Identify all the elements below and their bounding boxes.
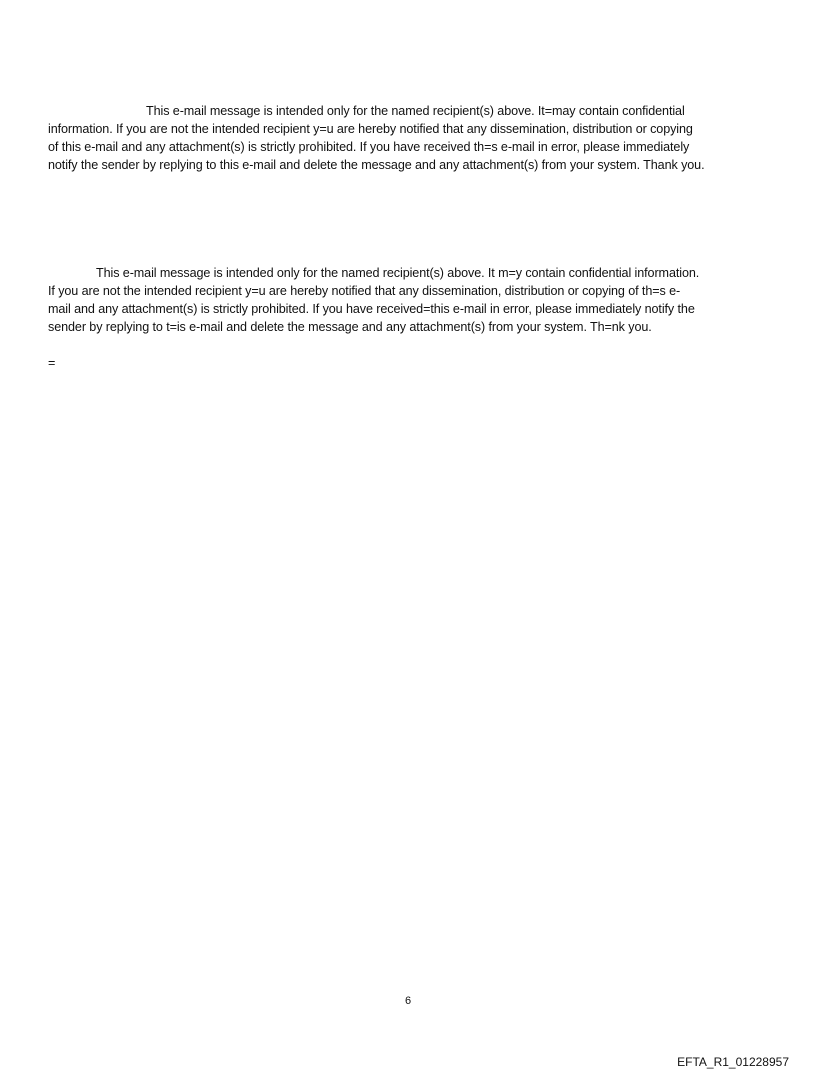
disclaimer-1-line: This e-mail message is intended only for the named recipient(s) above. It=may contain confidential (146, 104, 685, 118)
page-number: 6 (404, 995, 412, 1007)
confidentiality-disclaimer-1 (48, 102, 768, 174)
disclaimer-2-line: If you are not the intended recipient y=u are hereby notified that any dissemination, distribution or copying of th=s e- (48, 284, 681, 298)
disclaimer-1-line: of this e-mail and any attachment(s) is strictly prohibited. If you have received th=s e-mail in error, please immediately (48, 140, 690, 154)
disclaimer-2-line: sender by replying to t=is e-mail and delete the message and any attachment(s) from your system. Th=nk you. (48, 320, 652, 334)
confidentiality-disclaimer-2 (48, 264, 768, 336)
disclaimer-1-line: information. If you are not the intended recipient y=u are hereby notified that any dissemination, distribution or copying (48, 122, 693, 136)
disclaimer-2-line: This e-mail message is intended only for the named recipient(s) above. It m=y contain confidential information. (96, 266, 700, 280)
trailing-equals-mark: = (48, 356, 56, 370)
disclaimer-2-line: mail and any attachment(s) is strictly prohibited. If you have received=this e-mail in error, please immediately notify the (48, 302, 695, 316)
bates-number: EFTA_R1_01228957 (677, 1055, 789, 1069)
disclaimer-1-line: notify the sender by replying to this e-mail and delete the message and any attachment(s) from your system. Thank you. (48, 158, 705, 172)
